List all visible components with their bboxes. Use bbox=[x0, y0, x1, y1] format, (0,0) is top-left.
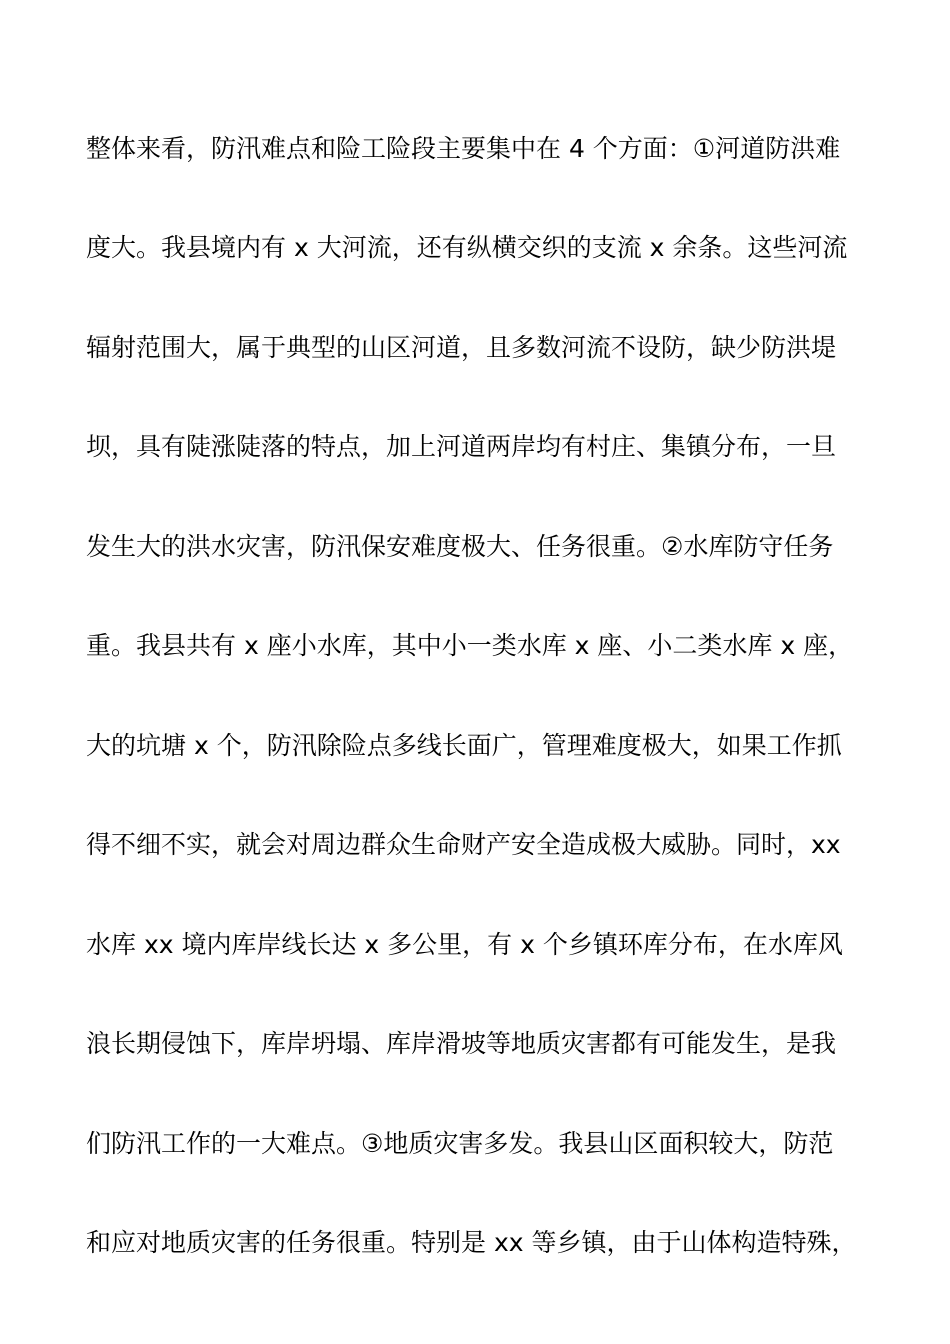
text-line-10: 浪长期侵蚀下，库岸坍塌、库岸滑坡等地质灾害都有可能发生，是我 bbox=[86, 1029, 837, 1058]
text-line-4: 坝，具有陡涨陡落的特点，加上河道两岸均有村庄、集镇分布，一旦 bbox=[86, 432, 837, 461]
text-line-8: 得不细不实，就会对周边群众生命财产安全造成极大威胁。同时，xx bbox=[86, 830, 841, 859]
text-line-9: 水库 xx 境内库岸线长达 x 多公里，有 x 个乡镇环库分布，在水库风 bbox=[86, 930, 843, 959]
text-line-5: 发生大的洪水灾害，防汛保安难度极大、任务很重。②水库防守任务 bbox=[86, 532, 834, 561]
text-line-11: 们防汛工作的一大难点。③地质灾害多发。我县山区面积较大，防范 bbox=[86, 1129, 834, 1158]
text-line-12: 和应对地质灾害的任务很重。特别是 xx 等乡镇，由于山体构造特殊， bbox=[86, 1228, 857, 1257]
text-line-7: 大的坑塘 x 个，防汛除险点多线长面广，管理难度极大，如果工作抓 bbox=[86, 731, 842, 760]
text-line-1: 整体来看，防汛难点和险工险段主要集中在 4 个方面：①河道防洪难 bbox=[86, 134, 841, 163]
text-line-2: 度大。我县境内有 x 大河流，还有纵横交织的支流 x 余条。这些河流 bbox=[86, 233, 848, 262]
text-line-6: 重。我县共有 x 座小水库，其中小一类水库 x 座、小二类水库 x 座， bbox=[86, 631, 854, 660]
text-line-3: 辐射范围大，属于典型的山区河道，且多数河流不设防，缺少防洪堤 bbox=[86, 333, 837, 362]
